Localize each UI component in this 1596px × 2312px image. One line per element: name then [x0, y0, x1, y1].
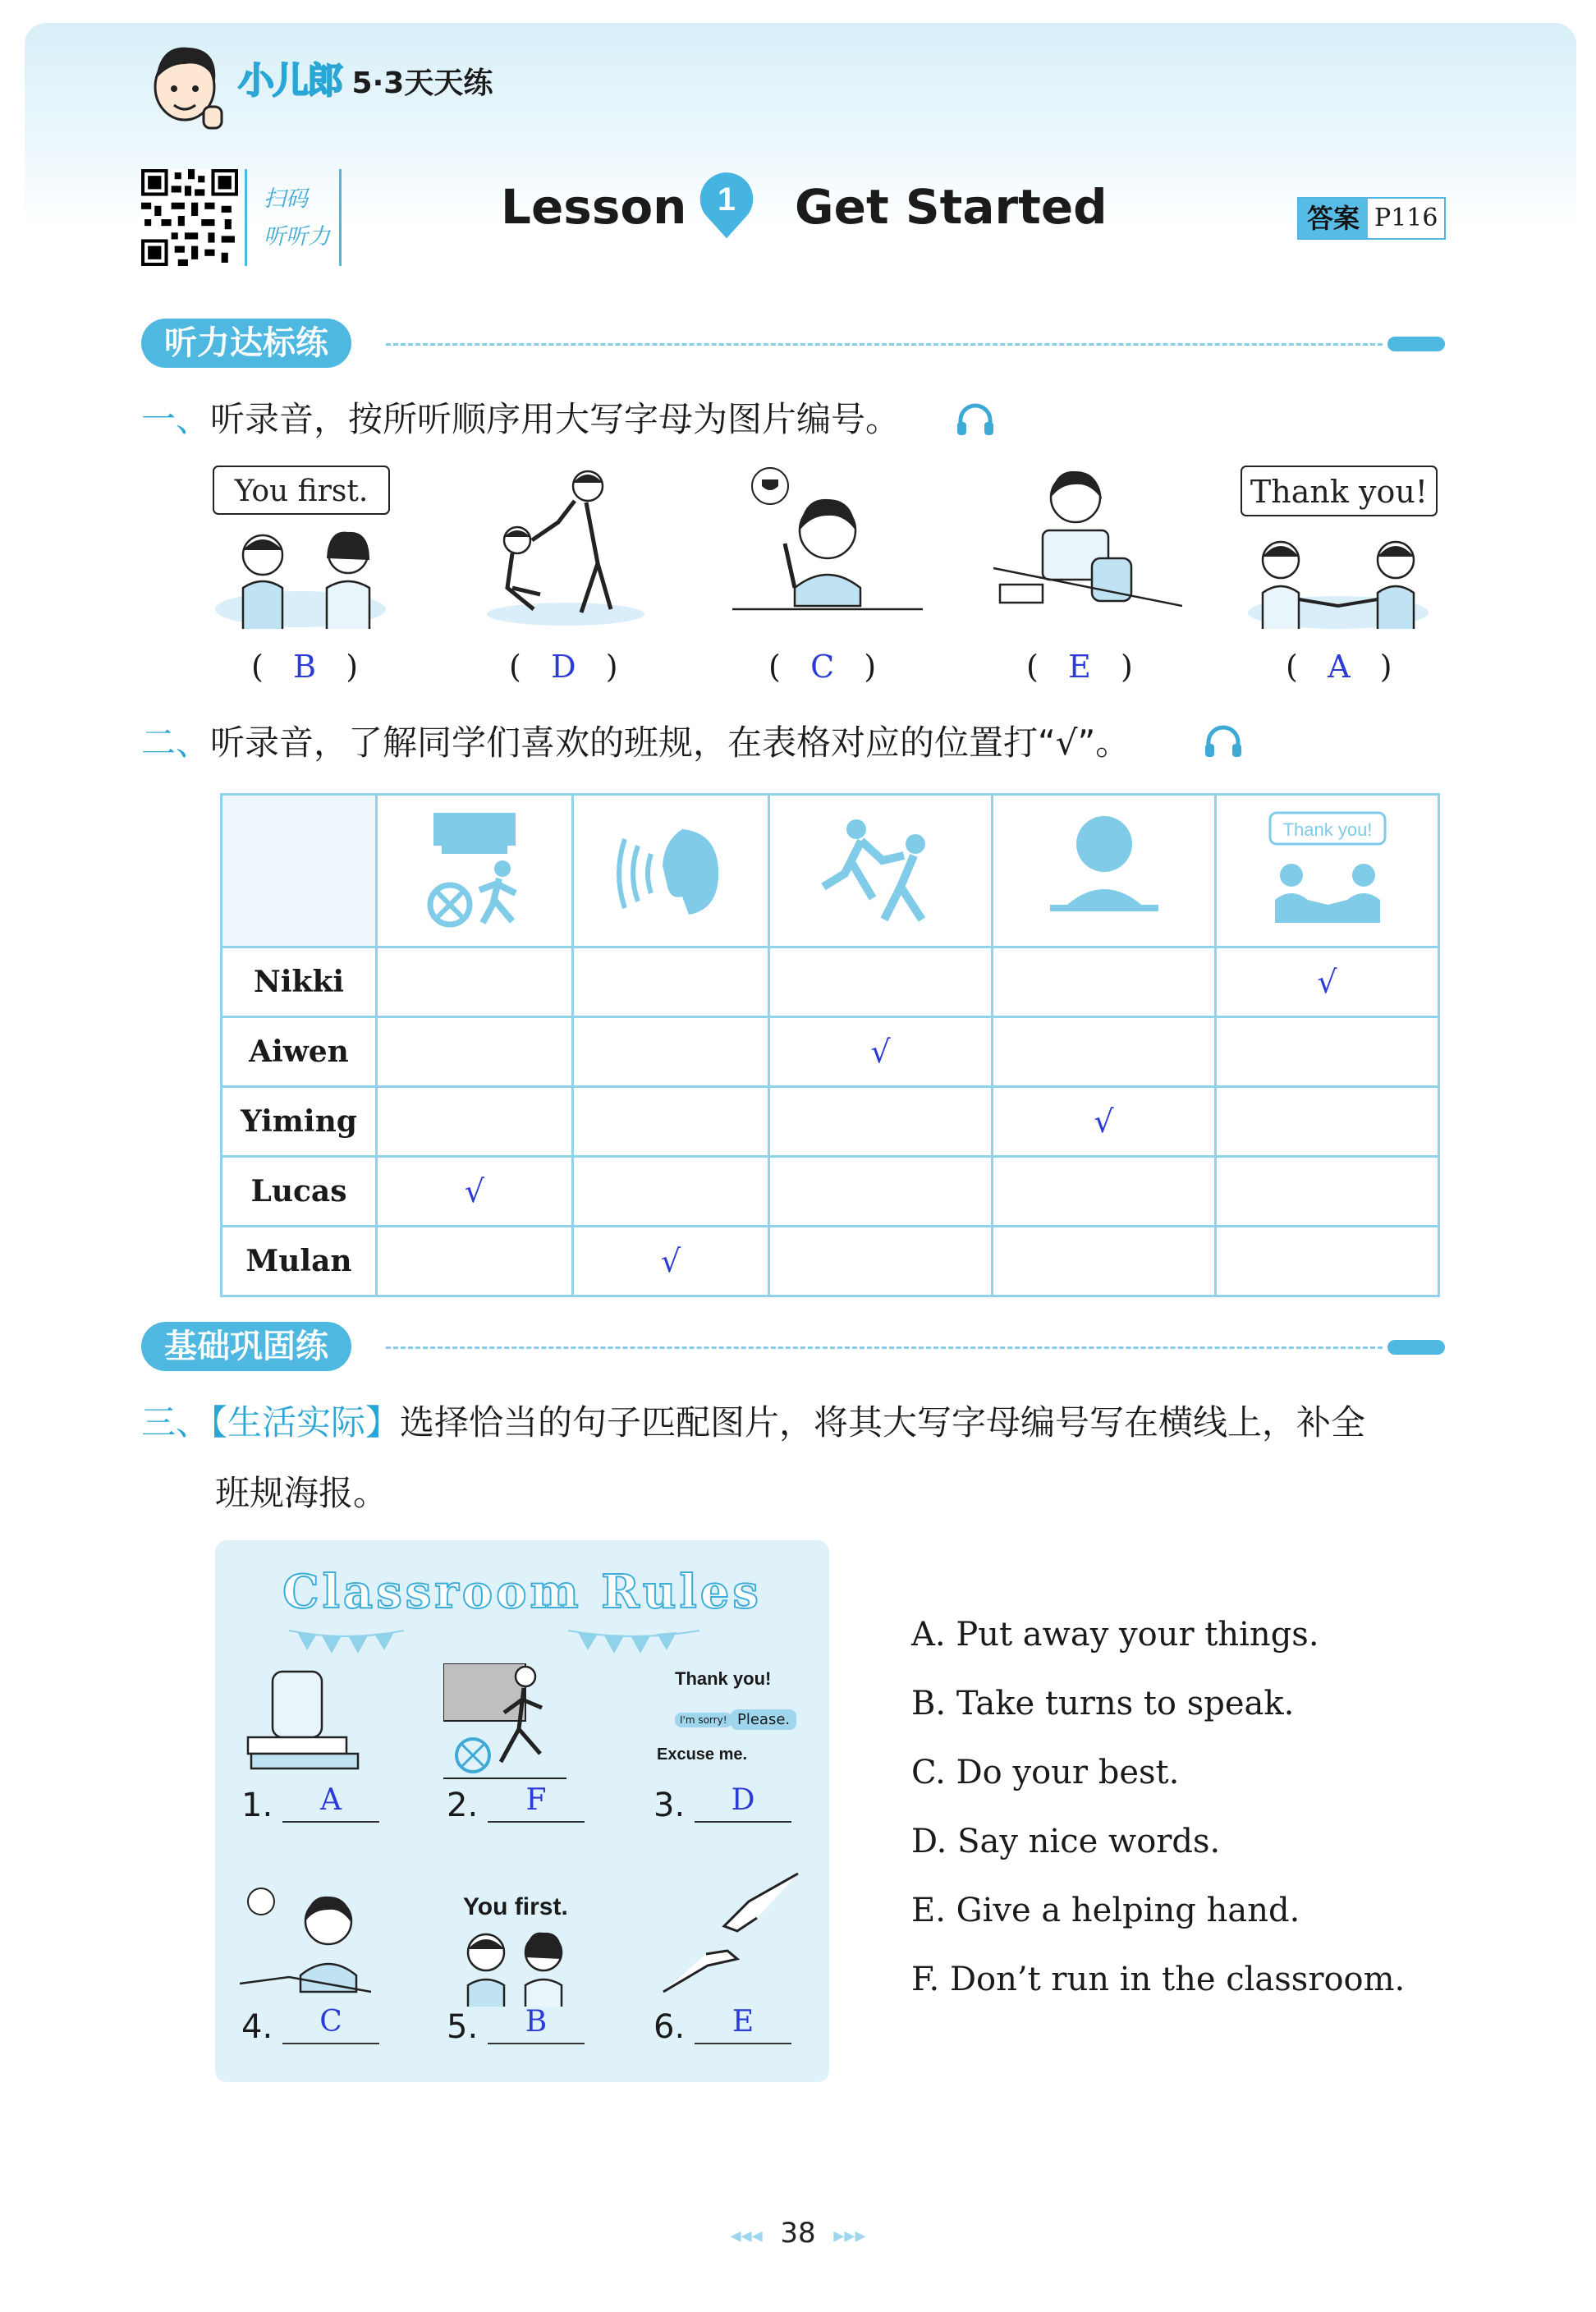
option-c: C. Do your best. [911, 1754, 1180, 1791]
q2-number: 二、 [141, 722, 211, 763]
table-corner [222, 795, 377, 947]
bunting-decoration-icon [289, 1626, 757, 1658]
row-name-aiwen: Aiwen [222, 1017, 377, 1087]
lesson-word: Lesson [501, 179, 687, 235]
q1-text: 听录音，按所听顺序用大写字母为图片编号。 [210, 399, 901, 439]
scan-to-listen-label[interactable] [245, 169, 342, 266]
cell[interactable] [1216, 1087, 1439, 1157]
cell[interactable] [377, 1087, 573, 1157]
q1-answer-2[interactable]: ( D ) [509, 649, 618, 685]
option-e: E. Give a helping hand. [911, 1892, 1300, 1929]
cell[interactable] [377, 1227, 573, 1296]
q3-number: 三、 [141, 1402, 211, 1443]
answer-page: P116 [1368, 199, 1444, 238]
brand-main: 小儿郎 [238, 60, 342, 102]
poster-item-number: 6. [654, 2008, 686, 2046]
cell[interactable] [769, 1017, 993, 1087]
cell[interactable] [573, 1227, 769, 1296]
answer-reference[interactable] [1297, 197, 1446, 240]
page-arrows-left: ◂◂◂ [730, 2223, 763, 2248]
q1-answer-2-value: D [551, 649, 576, 685]
question-2-heading [141, 716, 1130, 765]
blank-5-value: B [525, 2005, 548, 2039]
page-number-value: 38 [780, 2217, 816, 2250]
poster-picture-two-kids [453, 1924, 576, 2007]
option-d: D. Say nice words. [911, 1823, 1221, 1860]
picture-thank-you [1238, 465, 1440, 629]
option-b: B. Take turns to speak. [911, 1685, 1295, 1723]
cell[interactable] [769, 1227, 993, 1296]
lesson-number-badge [691, 169, 762, 240]
cell[interactable] [377, 1017, 573, 1087]
row-name-yiming: Yiming [222, 1087, 377, 1157]
bubble-you-first: You first. [234, 475, 369, 508]
cell[interactable] [573, 1017, 769, 1087]
answer-label: 答案 [1299, 199, 1368, 238]
q3-tag: 【生活实际】 [210, 1402, 401, 1443]
cell[interactable] [573, 1157, 769, 1227]
blank-2[interactable] [488, 1783, 585, 1823]
poster-item-4[interactable] [241, 2008, 273, 2046]
blank-2-value: F [525, 1783, 547, 1817]
poster-item-3[interactable] [654, 1787, 685, 1824]
q2-text: 听录音，了解同学们喜欢的班规，在表格对应的位置打“√”。 [210, 722, 1130, 763]
q1-answer-1[interactable]: ( B ) [251, 649, 359, 685]
poster-item-5[interactable] [447, 2008, 478, 2046]
poster-picture-writing-girl [240, 1885, 379, 2000]
q1-answer-3[interactable]: ( C ) [768, 649, 877, 685]
header-speaking-icon [573, 795, 769, 947]
blank-5[interactable] [488, 2005, 585, 2044]
q1-answer-5[interactable]: ( A ) [1286, 649, 1392, 685]
poster-item-1[interactable] [241, 1787, 273, 1824]
blank-6-value: E [732, 2005, 754, 2039]
q1-answer-5-value: A [1328, 649, 1351, 685]
cell[interactable] [1216, 947, 1439, 1017]
cell[interactable] [769, 1087, 993, 1157]
section-divider [386, 343, 1383, 346]
page-arrows-right: ▸▸▸ [833, 2223, 866, 2248]
cell[interactable] [573, 1087, 769, 1157]
q1-number: 一、 [141, 399, 211, 439]
cell[interactable] [993, 947, 1216, 1017]
poster-phrase-please: Please. [731, 1709, 796, 1730]
blank-3[interactable] [695, 1783, 791, 1823]
page-number [0, 2217, 1596, 2250]
blank-3-value: D [731, 1783, 755, 1817]
poster-phrase-you-first: You first. [463, 1893, 568, 1920]
scan-line2: 听听力 [264, 224, 330, 250]
check-mark: √ [464, 1173, 485, 1209]
poster-picture-running [443, 1663, 566, 1787]
header-working-icon [993, 795, 1216, 947]
poster-picture-helping-hands [658, 1869, 806, 2000]
poster-picture-bag-books [240, 1663, 371, 1778]
poster-phrase-thank-you: Thank you! [675, 1668, 772, 1689]
header-helping-icon [769, 795, 993, 947]
brand-sub: 5·3天天练 [351, 67, 493, 100]
check-mark: √ [1317, 964, 1337, 1000]
cell[interactable] [1216, 1227, 1439, 1296]
cell[interactable] [993, 1227, 1216, 1296]
q1-answer-4-value: E [1068, 649, 1091, 685]
picture-do-best [729, 465, 926, 629]
picture-you-first [210, 465, 399, 629]
cell[interactable] [1216, 1157, 1439, 1227]
cell[interactable] [377, 1157, 573, 1227]
check-mark: √ [660, 1243, 681, 1279]
cell[interactable] [993, 1157, 1216, 1227]
question-1-heading [141, 392, 900, 442]
poster-phrase-excuse-me: Excuse me. [657, 1745, 748, 1764]
option-a: A. Put away your things. [911, 1616, 1319, 1654]
cell[interactable] [1216, 1017, 1439, 1087]
header-bubble-thank-you: Thank you! [1282, 819, 1372, 840]
section-divider-end [1387, 1340, 1445, 1355]
q1-answer-1-value: B [293, 649, 316, 685]
q1-answer-4[interactable]: ( E ) [1026, 649, 1133, 685]
blank-4-value: C [319, 2005, 342, 2039]
poster-item-number: 4. [241, 2008, 273, 2046]
check-mark: √ [1094, 1103, 1114, 1140]
poster-item-6[interactable] [654, 2008, 685, 2046]
q1-answer-3-value: C [810, 649, 835, 685]
blank-1[interactable] [282, 1783, 379, 1823]
cell[interactable] [769, 1157, 993, 1227]
poster-item-number: 1. [241, 1787, 273, 1824]
cell[interactable] [377, 947, 573, 1017]
headphones-icon[interactable] [1204, 722, 1243, 759]
headphones-icon[interactable] [956, 401, 995, 437]
blank-1-value: A [320, 1783, 342, 1817]
poster-phrase-sorry: I'm sorry! [675, 1713, 732, 1727]
section-basics: 基础巩固练 [141, 1322, 351, 1371]
option-f: F. Don’t run in the classroom. [911, 1961, 1406, 1998]
poster-item-number: 2. [447, 1787, 479, 1824]
check-mark: √ [870, 1034, 891, 1070]
section-listening: 听力达标练 [141, 319, 351, 368]
blank-6[interactable] [695, 2005, 791, 2044]
header-thank-you-icon [1216, 795, 1439, 947]
header-no-running-icon [377, 795, 573, 947]
row-name-nikki: Nikki [222, 947, 377, 1017]
brand [238, 51, 493, 103]
scan-line1: 扫码 [264, 186, 308, 212]
picture-helping-up [479, 465, 652, 629]
poster-item-number: 3. [654, 1787, 686, 1824]
poster-title: Classroom Rules [282, 1565, 762, 1619]
poster-item-2[interactable] [447, 1787, 478, 1824]
row-name-mulan: Mulan [222, 1227, 377, 1296]
blank-4[interactable] [282, 2005, 379, 2044]
cell[interactable] [573, 947, 769, 1017]
section-divider-end [1387, 337, 1445, 351]
q3-text: 选择恰当的句子匹配图片，将其大写字母编号写在横线上，补全 [400, 1402, 1366, 1443]
bubble-thank-you: Thank you! [1250, 474, 1429, 510]
row-name-lucas: Lucas [222, 1157, 377, 1227]
poster-item-number: 5. [447, 2008, 479, 2046]
cell[interactable] [993, 1087, 1216, 1157]
mascot-boy-icon [140, 36, 230, 135]
lesson-title: Get Started [795, 179, 1108, 235]
cell[interactable] [993, 1017, 1216, 1087]
qr-code-icon[interactable] [141, 169, 238, 266]
section-divider [386, 1346, 1383, 1349]
cell[interactable] [769, 947, 993, 1017]
question-3-heading [141, 1396, 1365, 1445]
question-3-heading-cont: 班规海报。 [215, 1473, 388, 1513]
classroom-rules-poster [215, 1540, 829, 2082]
rules-table [220, 793, 1440, 1297]
picture-put-away [993, 465, 1182, 629]
lesson-number: 1 [718, 181, 736, 218]
